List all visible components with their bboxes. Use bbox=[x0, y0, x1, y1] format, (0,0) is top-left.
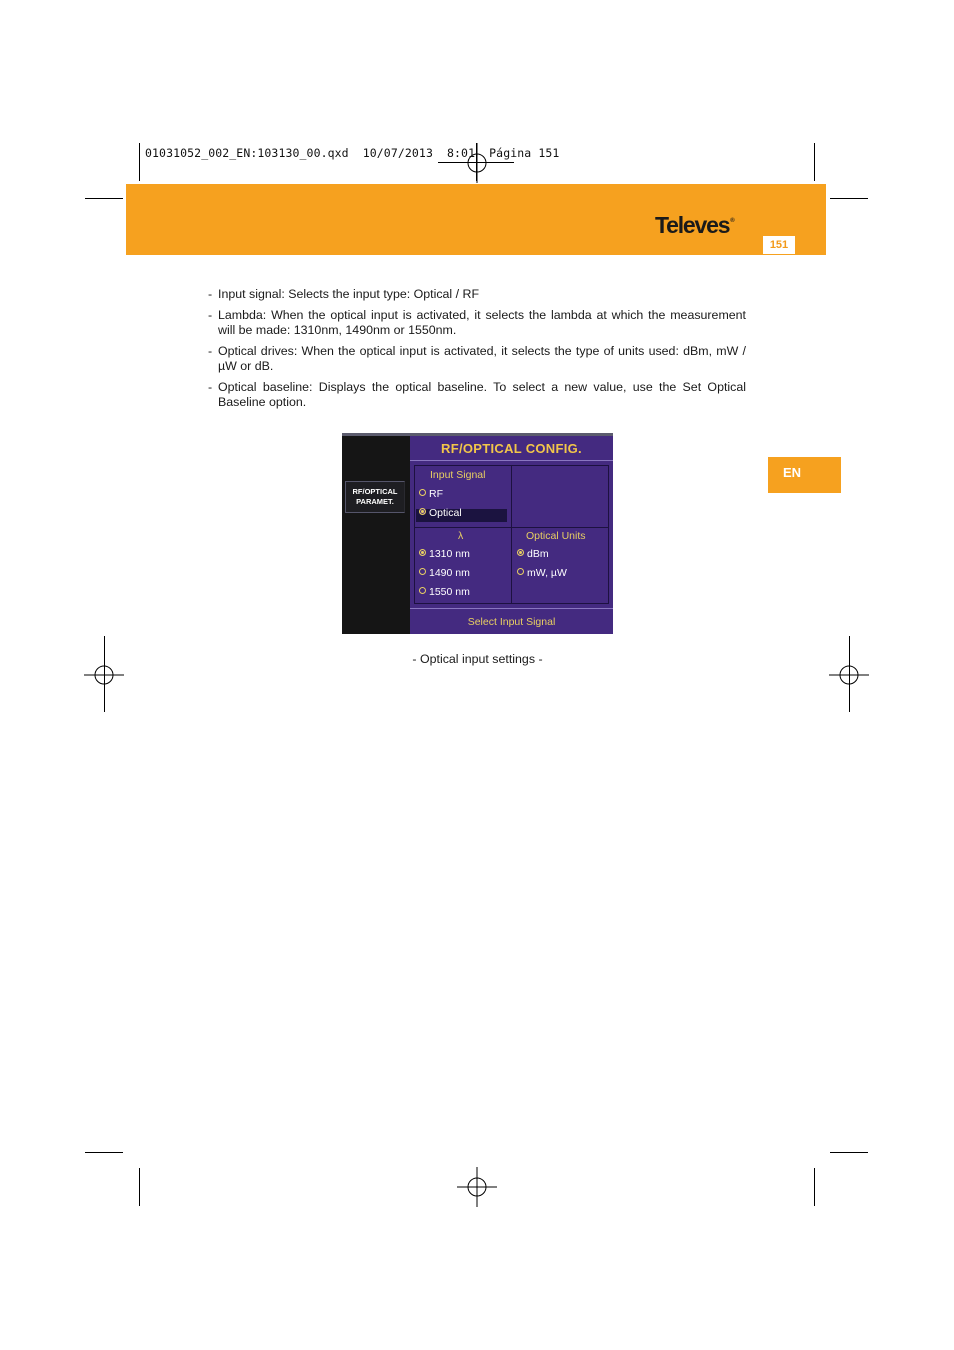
figure-caption: - Optical input settings - bbox=[412, 652, 543, 666]
rf-optical-param-button[interactable] bbox=[345, 481, 405, 513]
brand-registered-mark: ® bbox=[730, 218, 735, 224]
parameter-list bbox=[208, 287, 746, 416]
radio-1490nm[interactable] bbox=[419, 567, 470, 579]
status-bar: Select Input Signal bbox=[410, 608, 613, 634]
crop-mark bbox=[849, 636, 850, 712]
option-label: Optical bbox=[429, 507, 462, 519]
radio-unselected-icon bbox=[517, 568, 524, 575]
grid-divider bbox=[415, 527, 608, 528]
input-signal-label: Input Signal bbox=[430, 469, 486, 481]
crop-mark bbox=[830, 198, 868, 199]
crop-mark bbox=[814, 143, 815, 181]
radio-unselected-icon bbox=[419, 568, 426, 575]
radio-mw-uw[interactable] bbox=[517, 567, 567, 579]
list-item: - Lambda: When the optical input is activated, it selects the lambda at which the measurement will be made: 1310nm, 1490nm or 1550nm. bbox=[208, 308, 746, 339]
list-item: - Optical drives: When the optical input is activated, it selects the type of units used: dBm, mW / µW or dB. bbox=[208, 344, 746, 375]
print-slug: 01031052_002_EN:103130_00.qxd 10/07/2013 8:01 Página 151 bbox=[145, 146, 560, 160]
option-label: mW, µW bbox=[527, 567, 567, 579]
screen-title: RF/OPTICAL CONFIG. bbox=[410, 436, 613, 461]
optical-units-label: Optical Units bbox=[526, 530, 586, 542]
radio-selected-icon bbox=[419, 549, 426, 556]
crop-mark bbox=[85, 1152, 123, 1153]
option-label: dBm bbox=[527, 548, 549, 560]
brand-logo bbox=[655, 212, 734, 239]
language-tab: EN bbox=[768, 457, 841, 493]
option-label: 1550 nm bbox=[429, 586, 470, 598]
registration-mark-icon bbox=[457, 1167, 497, 1207]
grid-divider bbox=[511, 466, 512, 603]
radio-selected-icon bbox=[517, 549, 524, 556]
radio-1550nm[interactable] bbox=[419, 586, 470, 598]
radio-unselected-icon bbox=[419, 587, 426, 594]
list-item: - Input signal: Selects the input type: Optical / RF bbox=[208, 287, 746, 303]
brand-name: Televes bbox=[655, 212, 730, 238]
config-panel bbox=[410, 436, 613, 634]
list-item: - Optical baseline: Displays the optical baseline. To select a new value, use the Set Optical Baseline option. bbox=[208, 380, 746, 411]
radio-rf[interactable] bbox=[419, 488, 443, 500]
radio-1310nm[interactable] bbox=[419, 548, 470, 560]
crop-mark bbox=[814, 1168, 815, 1206]
radio-optical[interactable] bbox=[419, 507, 462, 519]
device-screenshot bbox=[342, 433, 613, 634]
crop-mark bbox=[139, 1168, 140, 1206]
radio-unselected-icon bbox=[419, 489, 426, 496]
side-button-line: RF/OPTICAL bbox=[352, 487, 398, 496]
crop-mark bbox=[85, 198, 123, 199]
crop-mark bbox=[830, 1152, 868, 1153]
radio-dbm[interactable] bbox=[517, 548, 549, 560]
page-number: 151 bbox=[763, 236, 795, 254]
crop-mark bbox=[104, 636, 105, 712]
crop-mark bbox=[139, 143, 140, 181]
side-button-line: PARAMET. bbox=[356, 497, 394, 506]
lambda-label: λ bbox=[458, 530, 464, 542]
radio-selected-icon bbox=[419, 508, 426, 515]
option-label: 1310 nm bbox=[429, 548, 470, 560]
option-label: 1490 nm bbox=[429, 567, 470, 579]
option-label: RF bbox=[429, 488, 443, 500]
